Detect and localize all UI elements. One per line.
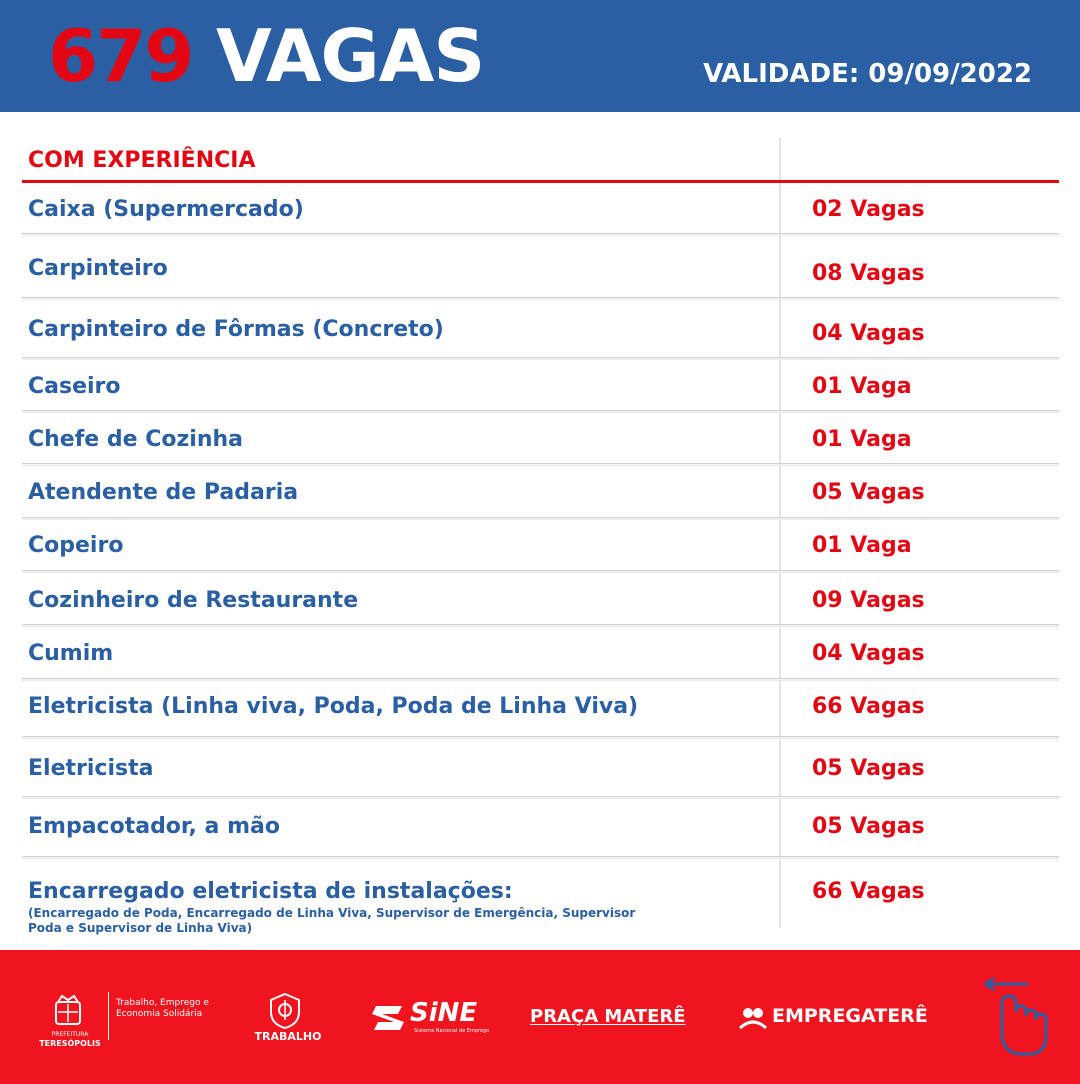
prefeitura-name-text: TERESÓPOLIS [39, 1039, 101, 1048]
job-title: Caseiro [28, 374, 121, 399]
trabalho-label: TRABALHO [254, 1030, 322, 1043]
department-label: Trabalho, Emprego e Economia Solidária [116, 998, 209, 1019]
row-separator [22, 624, 1059, 627]
job-vacancies: 05 Vagas [812, 814, 925, 839]
row-separator [22, 856, 1059, 859]
job-title: Eletricista (Linha viva, Poda, Poda de Linha Viva) [28, 694, 639, 719]
job-vacancies: 05 Vagas [812, 480, 925, 505]
sine-label: SiNE [410, 998, 478, 1028]
prefeitura-crest-icon [48, 992, 88, 1028]
empregatere-logo-icon [738, 1006, 768, 1030]
job-title: Caixa (Supermercado) [28, 197, 304, 222]
job-vacancies: 09 Vagas [812, 588, 925, 613]
job-title: Eletricista [28, 756, 154, 781]
swipe-hand-icon [978, 974, 1050, 1058]
job-title: Carpinteiro [28, 256, 168, 281]
row-separator [22, 410, 1059, 413]
column-divider [779, 138, 781, 928]
header-banner [0, 0, 1080, 112]
footer-divider [108, 992, 109, 1040]
job-detail: (Encarregado de Poda, Encarregado de Linha Viva, Supervisor de Emergência, Supervisor Poda e Supervisor de Linha Viva) [28, 906, 636, 935]
row-separator [22, 796, 1059, 799]
validity-date: VALIDADE: 09/09/2022 [703, 59, 1032, 89]
job-vacancies: 04 Vagas [812, 641, 925, 666]
job-title: Cozinheiro de Restaurante [28, 588, 359, 613]
job-vacancies: 02 Vagas [812, 197, 925, 222]
row-separator [22, 678, 1059, 681]
prefeitura-top-text: PREFEITURA [51, 1031, 89, 1038]
vacancy-word: VAGAS [216, 14, 485, 98]
praca-matere-label: PRAÇA MATERÊ [530, 1006, 686, 1027]
job-vacancies: 01 Vaga [812, 427, 912, 452]
row-separator [22, 357, 1059, 360]
job-vacancies: 01 Vaga [812, 533, 912, 558]
row-separator [22, 570, 1059, 573]
job-title: Empacotador, a mão [28, 814, 280, 839]
job-vacancies: 04 Vagas [812, 321, 925, 346]
section-title: COM EXPERIÊNCIA [28, 148, 256, 173]
job-title: Carpinteiro de Fôrmas (Concreto) [28, 317, 444, 342]
row-separator [22, 736, 1059, 739]
sine-subtitle: Sistema Nacional de Emprego [414, 1028, 490, 1034]
job-vacancies: 66 Vagas [812, 694, 925, 719]
job-title: Copeiro [28, 533, 124, 558]
job-vacancies: 66 Vagas [812, 879, 925, 904]
row-separator [22, 297, 1059, 300]
row-separator [22, 517, 1059, 520]
footer-banner [0, 950, 1080, 1084]
row-separator [22, 233, 1059, 236]
job-vacancies: 05 Vagas [812, 756, 925, 781]
vacancy-total: 679 [48, 14, 193, 98]
job-vacancies: 01 Vaga [812, 374, 912, 399]
sine-logo-icon [372, 1000, 408, 1034]
section-underline [22, 180, 1059, 183]
job-title: Chefe de Cozinha [28, 427, 243, 452]
row-separator [22, 463, 1059, 466]
vacancy-table [0, 112, 1080, 950]
job-title: Atendente de Padaria [28, 480, 299, 505]
empregatere-label: EMPREGATERÊ [772, 1005, 928, 1027]
job-vacancies: 08 Vagas [812, 261, 925, 286]
trabalho-crest-icon [266, 992, 304, 1030]
job-title: Encarregado eletricista de instalações: [28, 879, 513, 904]
job-title: Cumim [28, 641, 114, 666]
prefeitura-label [30, 1030, 110, 1048]
